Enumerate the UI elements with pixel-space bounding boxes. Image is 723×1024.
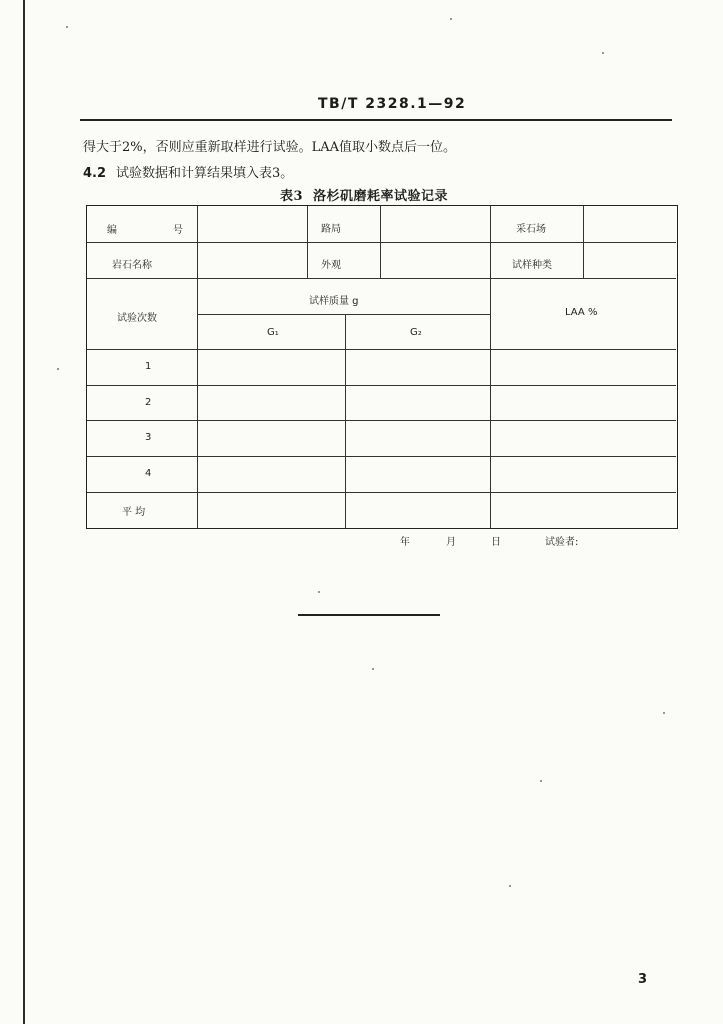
scan-speck bbox=[57, 368, 59, 370]
row-number: 3 bbox=[145, 432, 152, 443]
section-4-2 bbox=[83, 162, 293, 181]
tester-label: 试验者: bbox=[545, 537, 579, 548]
row-divider bbox=[87, 278, 676, 279]
scan-speck bbox=[663, 712, 665, 714]
column-divider bbox=[380, 206, 381, 278]
label-number-char: 编 bbox=[107, 225, 117, 236]
label-g2: G₂ bbox=[410, 327, 422, 338]
label-number-char: 号 bbox=[173, 225, 183, 236]
row-divider bbox=[197, 314, 490, 315]
label-test-count: 试验次数 bbox=[117, 313, 157, 324]
row-divider bbox=[87, 456, 676, 457]
section-number: 4.2 bbox=[83, 166, 107, 181]
row-number: 2 bbox=[145, 397, 152, 408]
table-caption-number: 表3 bbox=[280, 189, 304, 204]
label-g1: G₁ bbox=[267, 327, 279, 338]
label-number bbox=[107, 221, 183, 236]
test-record-table bbox=[86, 205, 678, 529]
end-rule bbox=[298, 614, 440, 616]
date-day: 日 bbox=[491, 537, 501, 548]
table-caption-title: 洛杉矶磨耗率试验记录 bbox=[313, 189, 449, 204]
row-divider bbox=[87, 420, 676, 421]
row-divider bbox=[87, 242, 676, 243]
scan-speck bbox=[450, 18, 452, 20]
binding-line bbox=[23, 0, 25, 1024]
scan-speck bbox=[602, 52, 604, 54]
scan-speck bbox=[66, 26, 68, 28]
table-caption bbox=[280, 185, 448, 204]
scan-speck bbox=[509, 885, 511, 887]
column-divider bbox=[197, 206, 198, 528]
row-number: 4 bbox=[145, 468, 152, 479]
section-text: 试验数据和计算结果填入表3。 bbox=[116, 166, 294, 181]
column-divider bbox=[490, 206, 491, 528]
paragraph-line: 得大于2%，否则应重新取样进行试验。LAA值取小数点后一位。 bbox=[83, 140, 457, 155]
label-quarry: 采石场 bbox=[516, 224, 546, 235]
scan-speck bbox=[540, 780, 542, 782]
page-number: 3 bbox=[638, 972, 648, 987]
label-average: 平 均 bbox=[122, 507, 146, 518]
column-divider bbox=[583, 206, 584, 278]
date-month: 月 bbox=[446, 537, 456, 548]
row-divider bbox=[87, 492, 676, 493]
label-sample-mass: 试样质量 g bbox=[309, 296, 359, 307]
row-divider bbox=[87, 349, 676, 350]
label-sample-type: 试样种类 bbox=[512, 260, 552, 271]
label-bureau: 路局 bbox=[321, 224, 341, 235]
standard-code: TB/T 2328.1—92 bbox=[318, 96, 467, 112]
date-year: 年 bbox=[400, 537, 410, 548]
row-divider bbox=[87, 385, 676, 386]
header-rule bbox=[80, 119, 672, 121]
column-divider bbox=[345, 314, 346, 528]
label-laa: LAA % bbox=[565, 307, 598, 318]
label-appearance: 外观 bbox=[321, 260, 341, 271]
row-number: 1 bbox=[145, 361, 152, 372]
label-rock-name: 岩石名称 bbox=[112, 260, 152, 271]
column-divider bbox=[307, 206, 308, 278]
scan-speck bbox=[318, 591, 320, 593]
scan-speck bbox=[372, 668, 374, 670]
